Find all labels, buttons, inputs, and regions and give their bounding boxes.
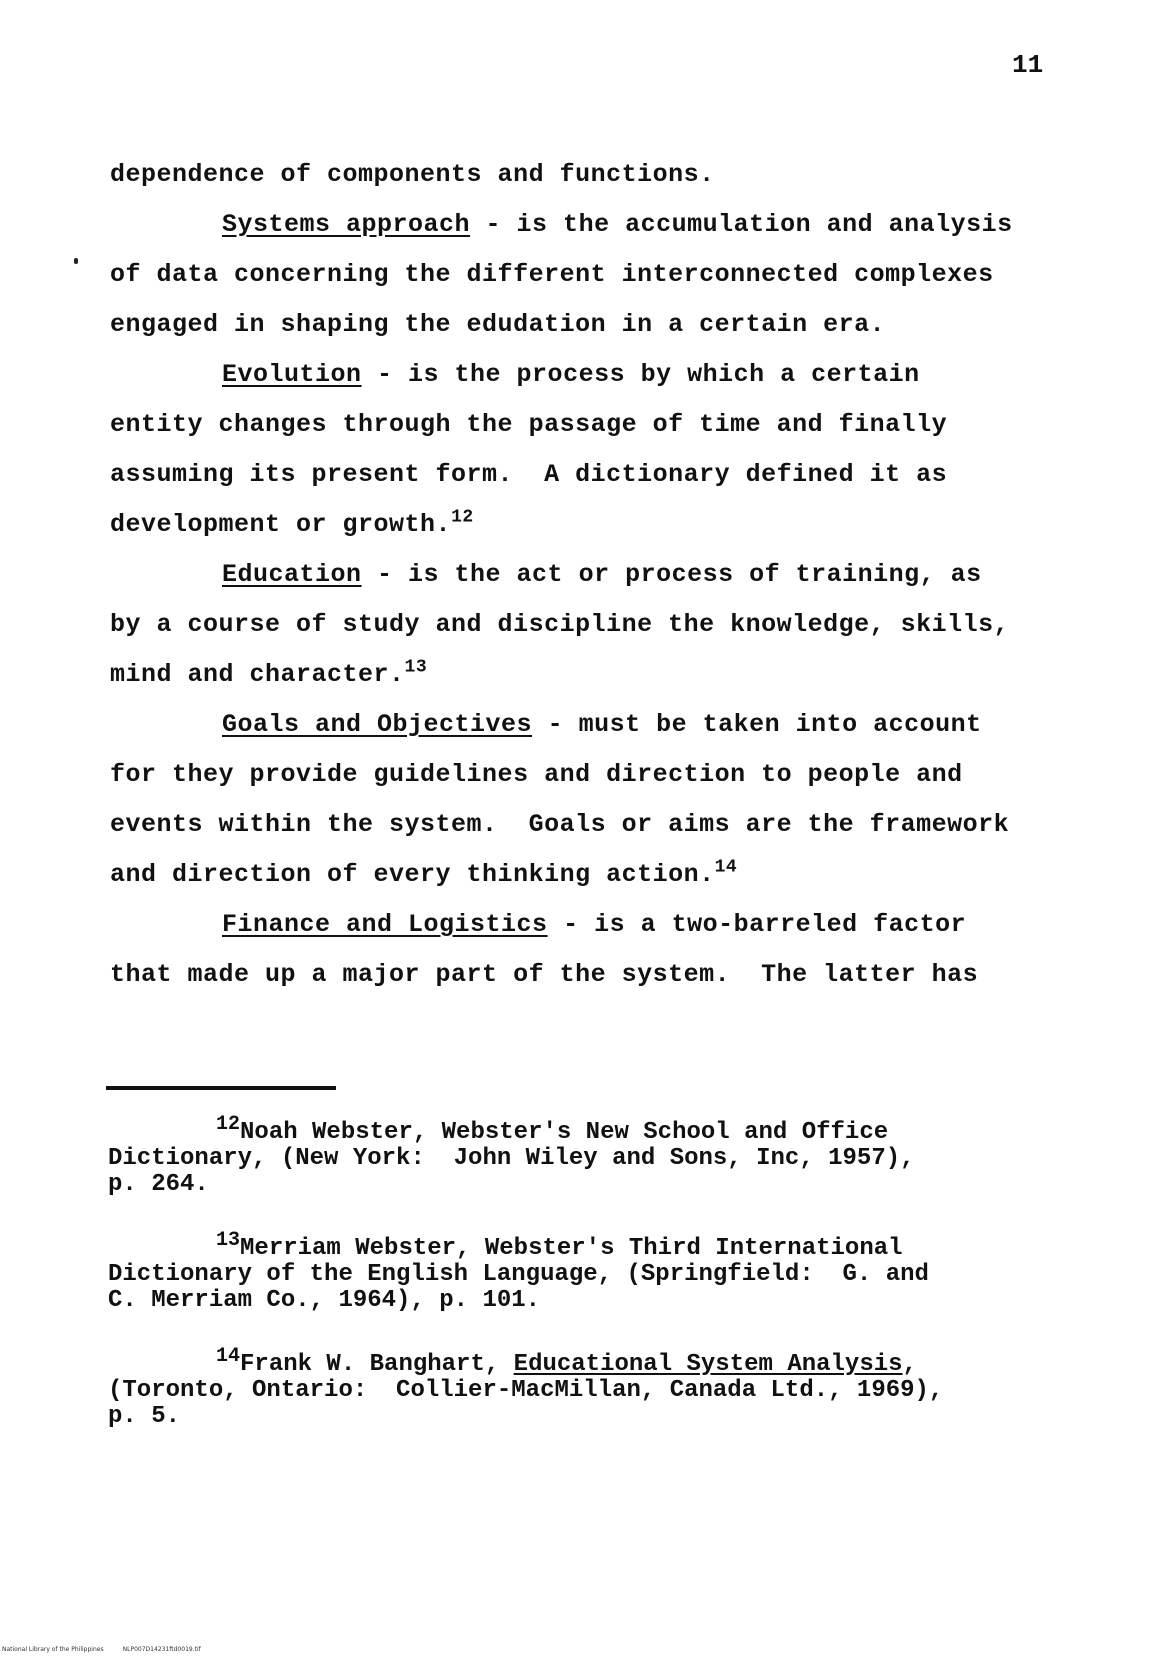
page-number: 11 bbox=[1012, 50, 1044, 80]
footnote-separator-rule bbox=[106, 1086, 336, 1090]
footnote-line: Dictionary, (New York: John Wiley and Sons, Inc, 1957), bbox=[108, 1145, 915, 1172]
footnote-14 bbox=[108, 1344, 1068, 1430]
paragraph-line: of data concerning the different interconnected complexes bbox=[110, 260, 994, 289]
footnote-mark: 14 bbox=[216, 1345, 241, 1368]
footnotes bbox=[108, 1112, 1068, 1460]
paragraph-first-line bbox=[110, 550, 1070, 600]
paragraph-first-line bbox=[110, 900, 1070, 950]
footnote-reference: 13 bbox=[404, 657, 428, 678]
paragraph-line: that made up a major part of the system. The latter has bbox=[110, 960, 979, 989]
archive-footer bbox=[2, 1646, 201, 1653]
footnote-mark: 13 bbox=[216, 1229, 241, 1252]
footnote-13 bbox=[108, 1228, 1068, 1314]
paragraph-first-line bbox=[110, 700, 1070, 750]
definition-text: - is the process by which a certain bbox=[361, 360, 920, 389]
archive-file: NLP007D14231ftd0019.tif bbox=[122, 1646, 201, 1653]
paragraph-text: mind and character. bbox=[110, 660, 405, 689]
paragraph-line: dependence of components and functions. bbox=[110, 160, 715, 189]
paragraph-line: engaged in shaping the edudation in a certain era. bbox=[110, 310, 886, 339]
defined-term: Systems approach bbox=[222, 210, 471, 239]
paragraph-last-line bbox=[110, 500, 1070, 550]
footnote-line: p. 5. bbox=[108, 1403, 181, 1430]
paragraph-last-line bbox=[110, 850, 1070, 900]
paragraph-line: events within the system. Goals or aims are the framework bbox=[110, 810, 1010, 839]
footnote-line: Dictionary of the English Language, (Springfield: G. and bbox=[108, 1261, 929, 1288]
footnote-reference: 12 bbox=[451, 507, 474, 528]
footnote-first-line bbox=[108, 1112, 1068, 1146]
footnote-line: (Toronto, Ontario: Collier-MacMillan, Canada Ltd., 1969), bbox=[108, 1377, 944, 1404]
definition-text: - is the accumulation and analysis bbox=[470, 210, 1013, 239]
body-text bbox=[110, 150, 1070, 1000]
footnote-first-line bbox=[108, 1344, 1068, 1378]
paragraph-line: by a course of study and discipline the knowledge, skills, bbox=[110, 610, 1010, 639]
cited-title: Educational System Analysis bbox=[513, 1351, 903, 1378]
footnote-text: Merriam Webster, Webster's Third International bbox=[240, 1235, 903, 1262]
footnote-12 bbox=[108, 1112, 1068, 1198]
footnote-line: p. 264. bbox=[108, 1171, 209, 1198]
footnote-text: , bbox=[902, 1351, 917, 1378]
paragraph-last-line bbox=[110, 650, 1070, 700]
footnote-text: Frank W. Banghart, bbox=[240, 1351, 514, 1378]
stray-ink-mark bbox=[74, 258, 78, 264]
footnote-text: Noah Webster, Webster's New School and Office bbox=[240, 1119, 889, 1146]
paragraph-text: and direction of every thinking action. bbox=[110, 860, 715, 889]
archive-library: National Library of the Philippines bbox=[2, 1646, 104, 1653]
definition-text: - is the act or process of training, as bbox=[361, 560, 982, 589]
footnote-mark: 12 bbox=[216, 1113, 241, 1136]
paragraph-line: entity changes through the passage of time and finally bbox=[110, 410, 948, 439]
paragraph-line: for they provide guidelines and direction to people and bbox=[110, 760, 963, 789]
footnote-reference: 14 bbox=[714, 857, 738, 878]
footnote-line: C. Merriam Co., 1964), p. 101. bbox=[108, 1287, 541, 1314]
definition-text: - is a two-barreled factor bbox=[547, 910, 967, 939]
footnote-first-line bbox=[108, 1228, 1068, 1262]
defined-term: Finance and Logistics bbox=[222, 910, 548, 939]
definition-text: - must be taken into account bbox=[532, 710, 982, 739]
paragraph-text: development or growth. bbox=[110, 510, 452, 539]
paragraph-first-line bbox=[110, 350, 1070, 400]
paragraph-first-line bbox=[110, 200, 1070, 250]
defined-term: Evolution bbox=[222, 360, 362, 389]
defined-term: Goals and Objectives bbox=[222, 710, 533, 739]
paragraph-line: assuming its present form. A dictionary defined it as bbox=[110, 460, 948, 489]
defined-term: Education bbox=[222, 560, 362, 589]
